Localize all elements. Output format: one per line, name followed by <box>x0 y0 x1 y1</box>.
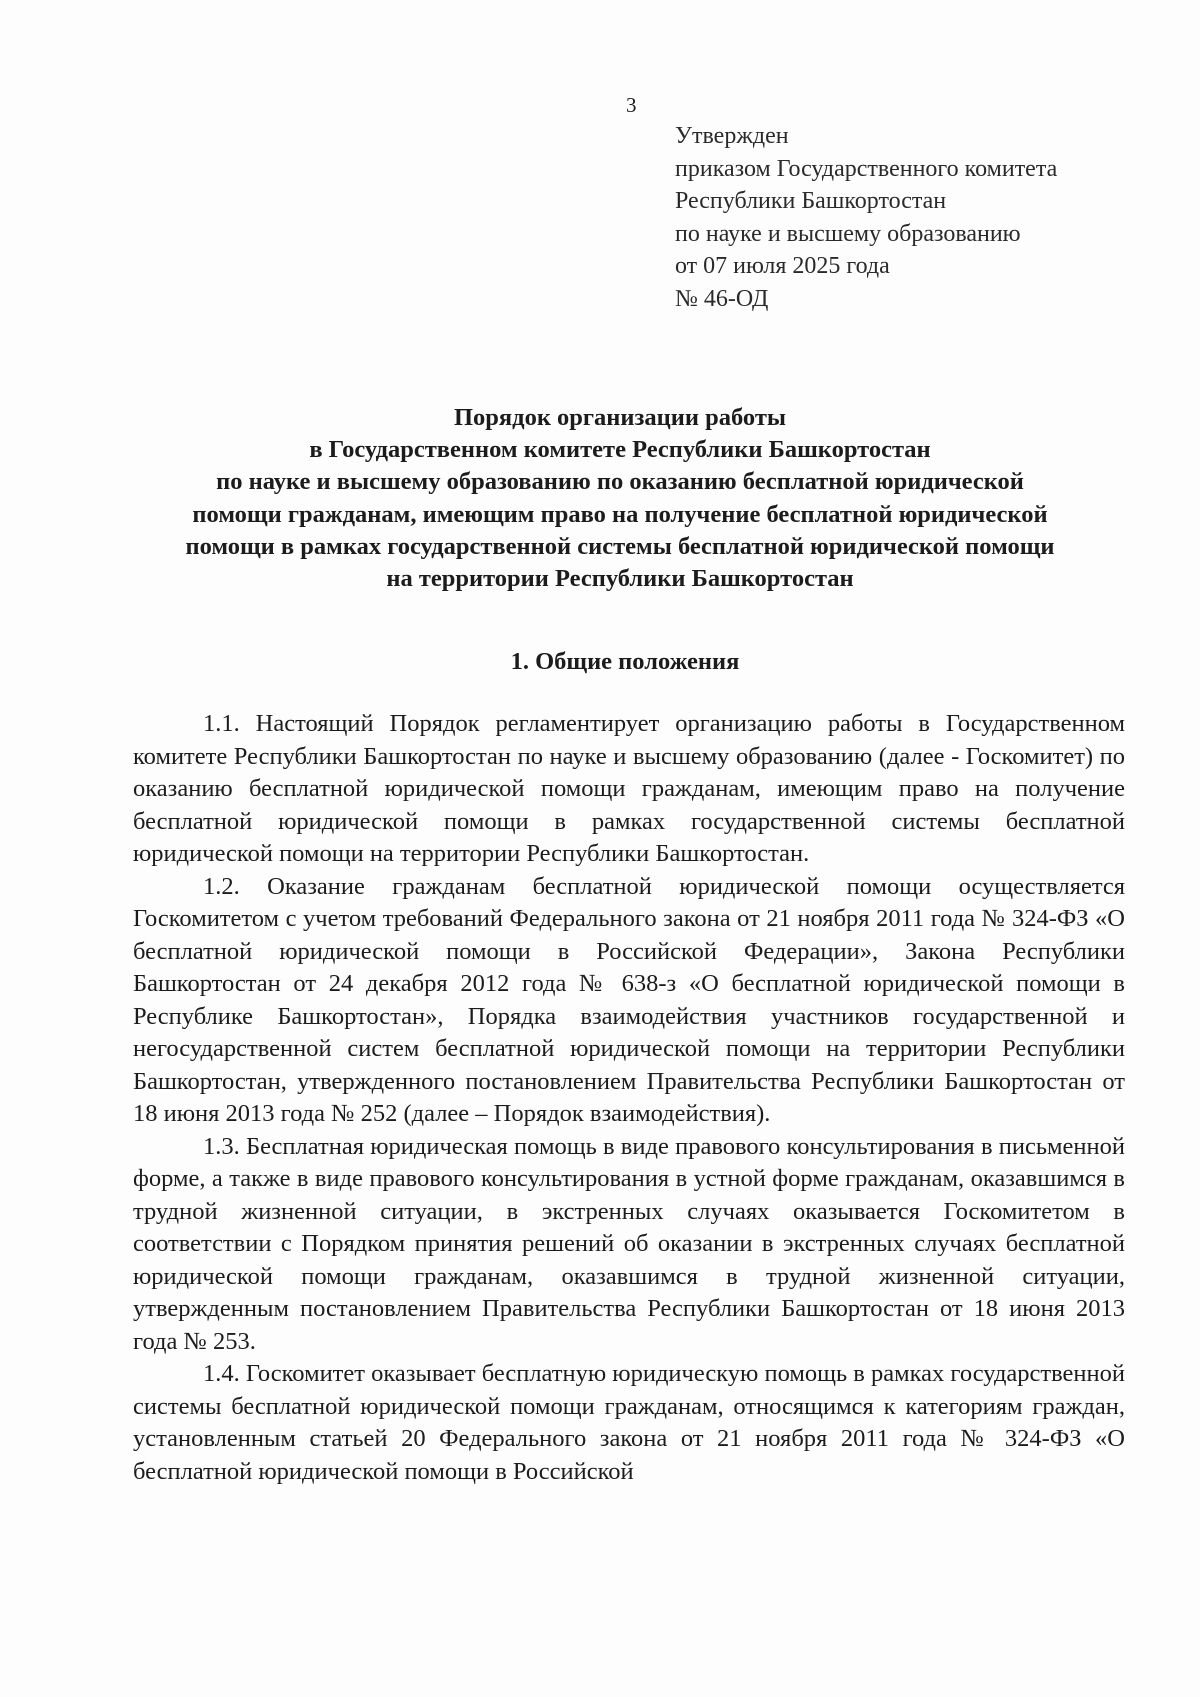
document-title <box>120 402 1120 595</box>
approval-line: № 46-ОД <box>675 285 769 312</box>
approval-line: Утвержден <box>675 123 789 149</box>
approval-stamp <box>675 120 1057 315</box>
section-heading: 1. Общие положения <box>510 648 740 675</box>
paragraph-1-1: 1.1. Настоящий Порядок регламентирует организацию работы в Государственном комитете Республики Башкортостан по науке и высшему образованию (далее - Госкомитет) по оказанию бесплатной юридической помощи гражданам, имеющим право на получение бесплатной юридической помощи в рамках государственной системы бесплатной юридической помощи на территории Республики Башкортостан. <box>133 710 1125 867</box>
page-number: 3 <box>626 93 637 117</box>
paragraph-1-4: 1.4. Госкомитет оказывает бесплатную юридическую помощь в рамках государственной системы бесплатной юридической помощи гражданам, относящимся к категориям граждан, установленным статьей 20 Федерального закона от 21 ноября 2011 года № 324-ФЗ «О бесплатной юридической помощи в Российской <box>133 1360 1125 1485</box>
approval-line: приказом Государственного комитета <box>675 155 1058 182</box>
approval-line: по науке и высшему образованию <box>675 220 1021 247</box>
title-line: в Государственном комитете Республики Башкортостан <box>309 436 931 464</box>
paragraph-1-3: 1.3. Бесплатная юридическая помощь в виде правового консультирования в письменной форме, а также в виде правового консультирования в устной форме гражданам, оказавшимся в трудной жизненной ситуации, в экстренных случаях оказывается Госкомитетом в соответствии с Порядком принятия решений об оказании в экстренных случаях бесплатной юридической помощи гражданам, оказавшимся в трудной жизненной ситуации, утвержденным постановлением Правительства Республики Башкортостан от 18 июня 2013 года № 253. <box>133 1132 1125 1355</box>
approval-line: от 07 июля 2025 года <box>675 253 890 279</box>
title-line: помощи гражданам, имеющим право на получение бесплатной юридической <box>192 500 1048 528</box>
title-line: помощи в рамках государственной системы бесплатной юридической помощи <box>185 532 1055 560</box>
title-line: Порядок организации работы <box>453 404 787 431</box>
title-line: на территории Республики Башкортостан <box>386 565 854 593</box>
approval-line: Республики Башкортостан <box>675 188 947 214</box>
section-body <box>133 708 1125 1488</box>
title-line: по науке и высшему образованию по оказанию бесплатной юридической <box>216 468 1024 496</box>
paragraph-1-2: 1.2. Оказание гражданам бесплатной юридической помощи осуществляется Госкомитетом с учетом требований Федерального закона от 21 ноября 2011 года № 324-ФЗ «О бесплатной юридической помощи в Российской Федерации», Закона Республики Башкортостан от 24 декабря 2012 года № 638-з «О бесплатной юридической помощи в Республике Башкортостан», Порядка взаимодействия участников государственной и негосударственной систем бесплатной юридической помощи на территории Республики Башкортостан, утвержденного постановлением Правительства Республики Башкортостан от 18 июня 2013 года № 252 (далее – Порядок взаимодействия). <box>133 872 1125 1127</box>
